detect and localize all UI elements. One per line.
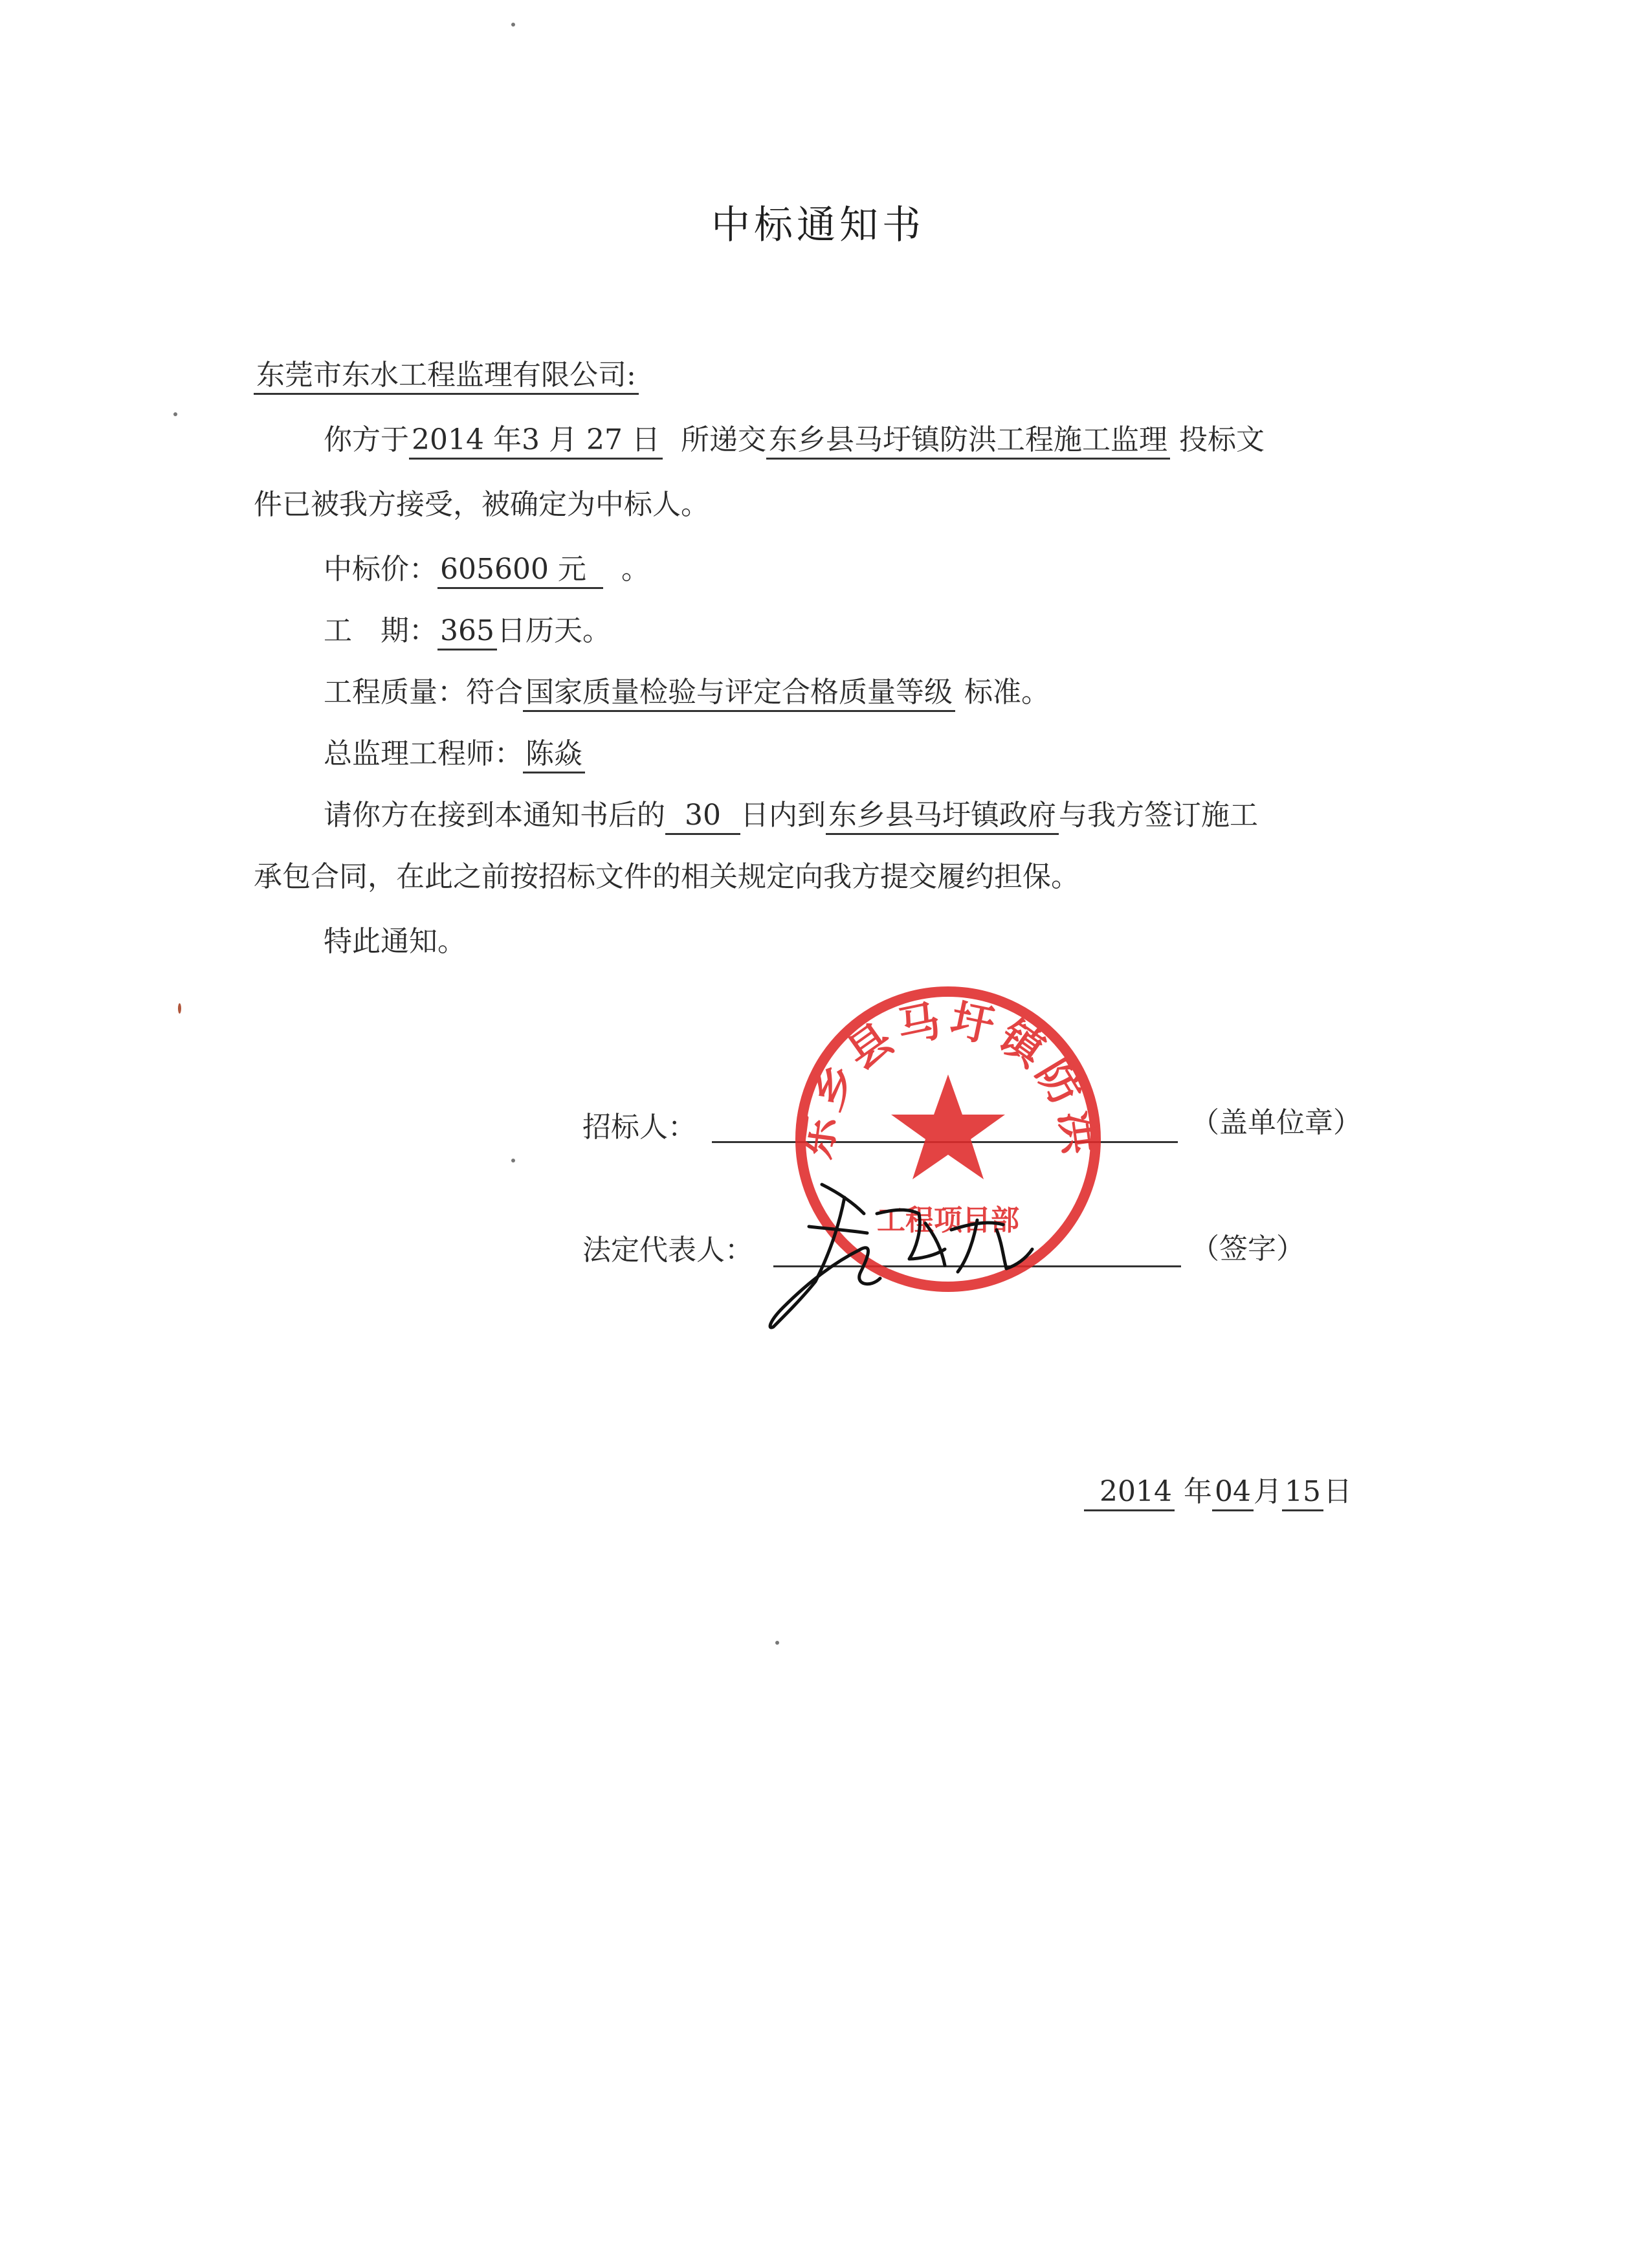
price-label: 中标价： <box>324 553 437 586</box>
price-value: 605600 元 <box>437 552 603 589</box>
engineer-label: 总监理工程师： <box>324 737 523 770</box>
scan-speck <box>775 1641 779 1645</box>
date-month-unit: 月 <box>1253 1475 1282 1508</box>
document-title: 中标通知书 <box>711 203 925 248</box>
paragraph-1-line-2: 件已被我方接受，被确定为中标人。 <box>254 488 709 521</box>
date-day-unit: 日 <box>1323 1475 1352 1508</box>
period-suffix: 日历天。 <box>496 614 611 647</box>
para1-prefix: 你方于 <box>324 423 409 456</box>
scan-speck <box>511 23 515 27</box>
period-line <box>324 612 611 650</box>
seal-text-top: 东乡县马圩镇防洪 <box>790 994 1106 1162</box>
handwritten-signature <box>712 1152 1087 1346</box>
period-label: 工 期： <box>324 614 437 647</box>
price-line <box>324 550 650 589</box>
submit-date <box>409 423 663 460</box>
date-month: 04 <box>1212 1474 1254 1511</box>
submit-year: 2014 <box>412 423 484 456</box>
scan-speck <box>173 412 177 416</box>
paragraph-1-line-1 <box>324 421 1265 460</box>
para1-mid: 所递交 <box>680 423 766 456</box>
engineer-line <box>324 735 585 773</box>
tenderer-label: 招标人： <box>582 1111 696 1144</box>
tenderer-note: （盖单位章） <box>1191 1106 1362 1139</box>
quality-value: 国家质量检验与评定合格质量等级 <box>523 675 955 712</box>
paragraph-2-line-1 <box>324 796 1258 835</box>
quality-label: 工程质量：符合 <box>324 676 523 709</box>
price-end: 。 <box>621 553 650 586</box>
para2-mid: 日内到 <box>740 799 826 832</box>
quality-line <box>324 673 1050 712</box>
submit-day: 27 <box>586 423 623 456</box>
quality-suffix: 标准。 <box>964 676 1050 709</box>
month-unit: 月 <box>548 423 577 456</box>
para2-suffix: 与我方签订施工 <box>1059 799 1258 832</box>
engineer-name: 陈焱 <box>523 737 585 773</box>
submit-month: 3 <box>521 423 540 456</box>
contract-days: 30 <box>665 798 740 835</box>
closing-line: 特此通知。 <box>324 925 466 958</box>
para2-prefix: 请你方在接到本通知书后的 <box>324 799 665 832</box>
addressee-line <box>254 356 639 395</box>
para1-suffix: 投标文 <box>1178 423 1265 456</box>
project-name: 东乡县马圩镇防洪工程施工监理 <box>766 423 1170 460</box>
scan-speck <box>178 1003 181 1014</box>
contract-place: 东乡县马圩镇政府 <box>826 798 1059 835</box>
date-year: 2014 <box>1084 1474 1175 1511</box>
date-year-unit: 年 <box>1183 1475 1212 1508</box>
paragraph-2-line-2: 承包合同，在此之前按招标文件的相关规定向我方提交履约担保。 <box>254 860 1079 893</box>
date-line <box>1084 1473 1352 1511</box>
seal-text-bottom: 工程项目部 <box>877 1204 1019 1237</box>
day-unit: 日 <box>631 423 660 456</box>
period-value: 365 <box>437 614 497 650</box>
legal-rep-label: 法定代表人： <box>582 1234 753 1267</box>
legal-rep-note: （签字） <box>1191 1232 1305 1265</box>
year-unit: 年 <box>492 423 522 456</box>
scan-speck <box>511 1159 515 1162</box>
date-day: 15 <box>1282 1474 1323 1511</box>
addressee: 东莞市东水工程监理有限公司: <box>254 358 639 395</box>
